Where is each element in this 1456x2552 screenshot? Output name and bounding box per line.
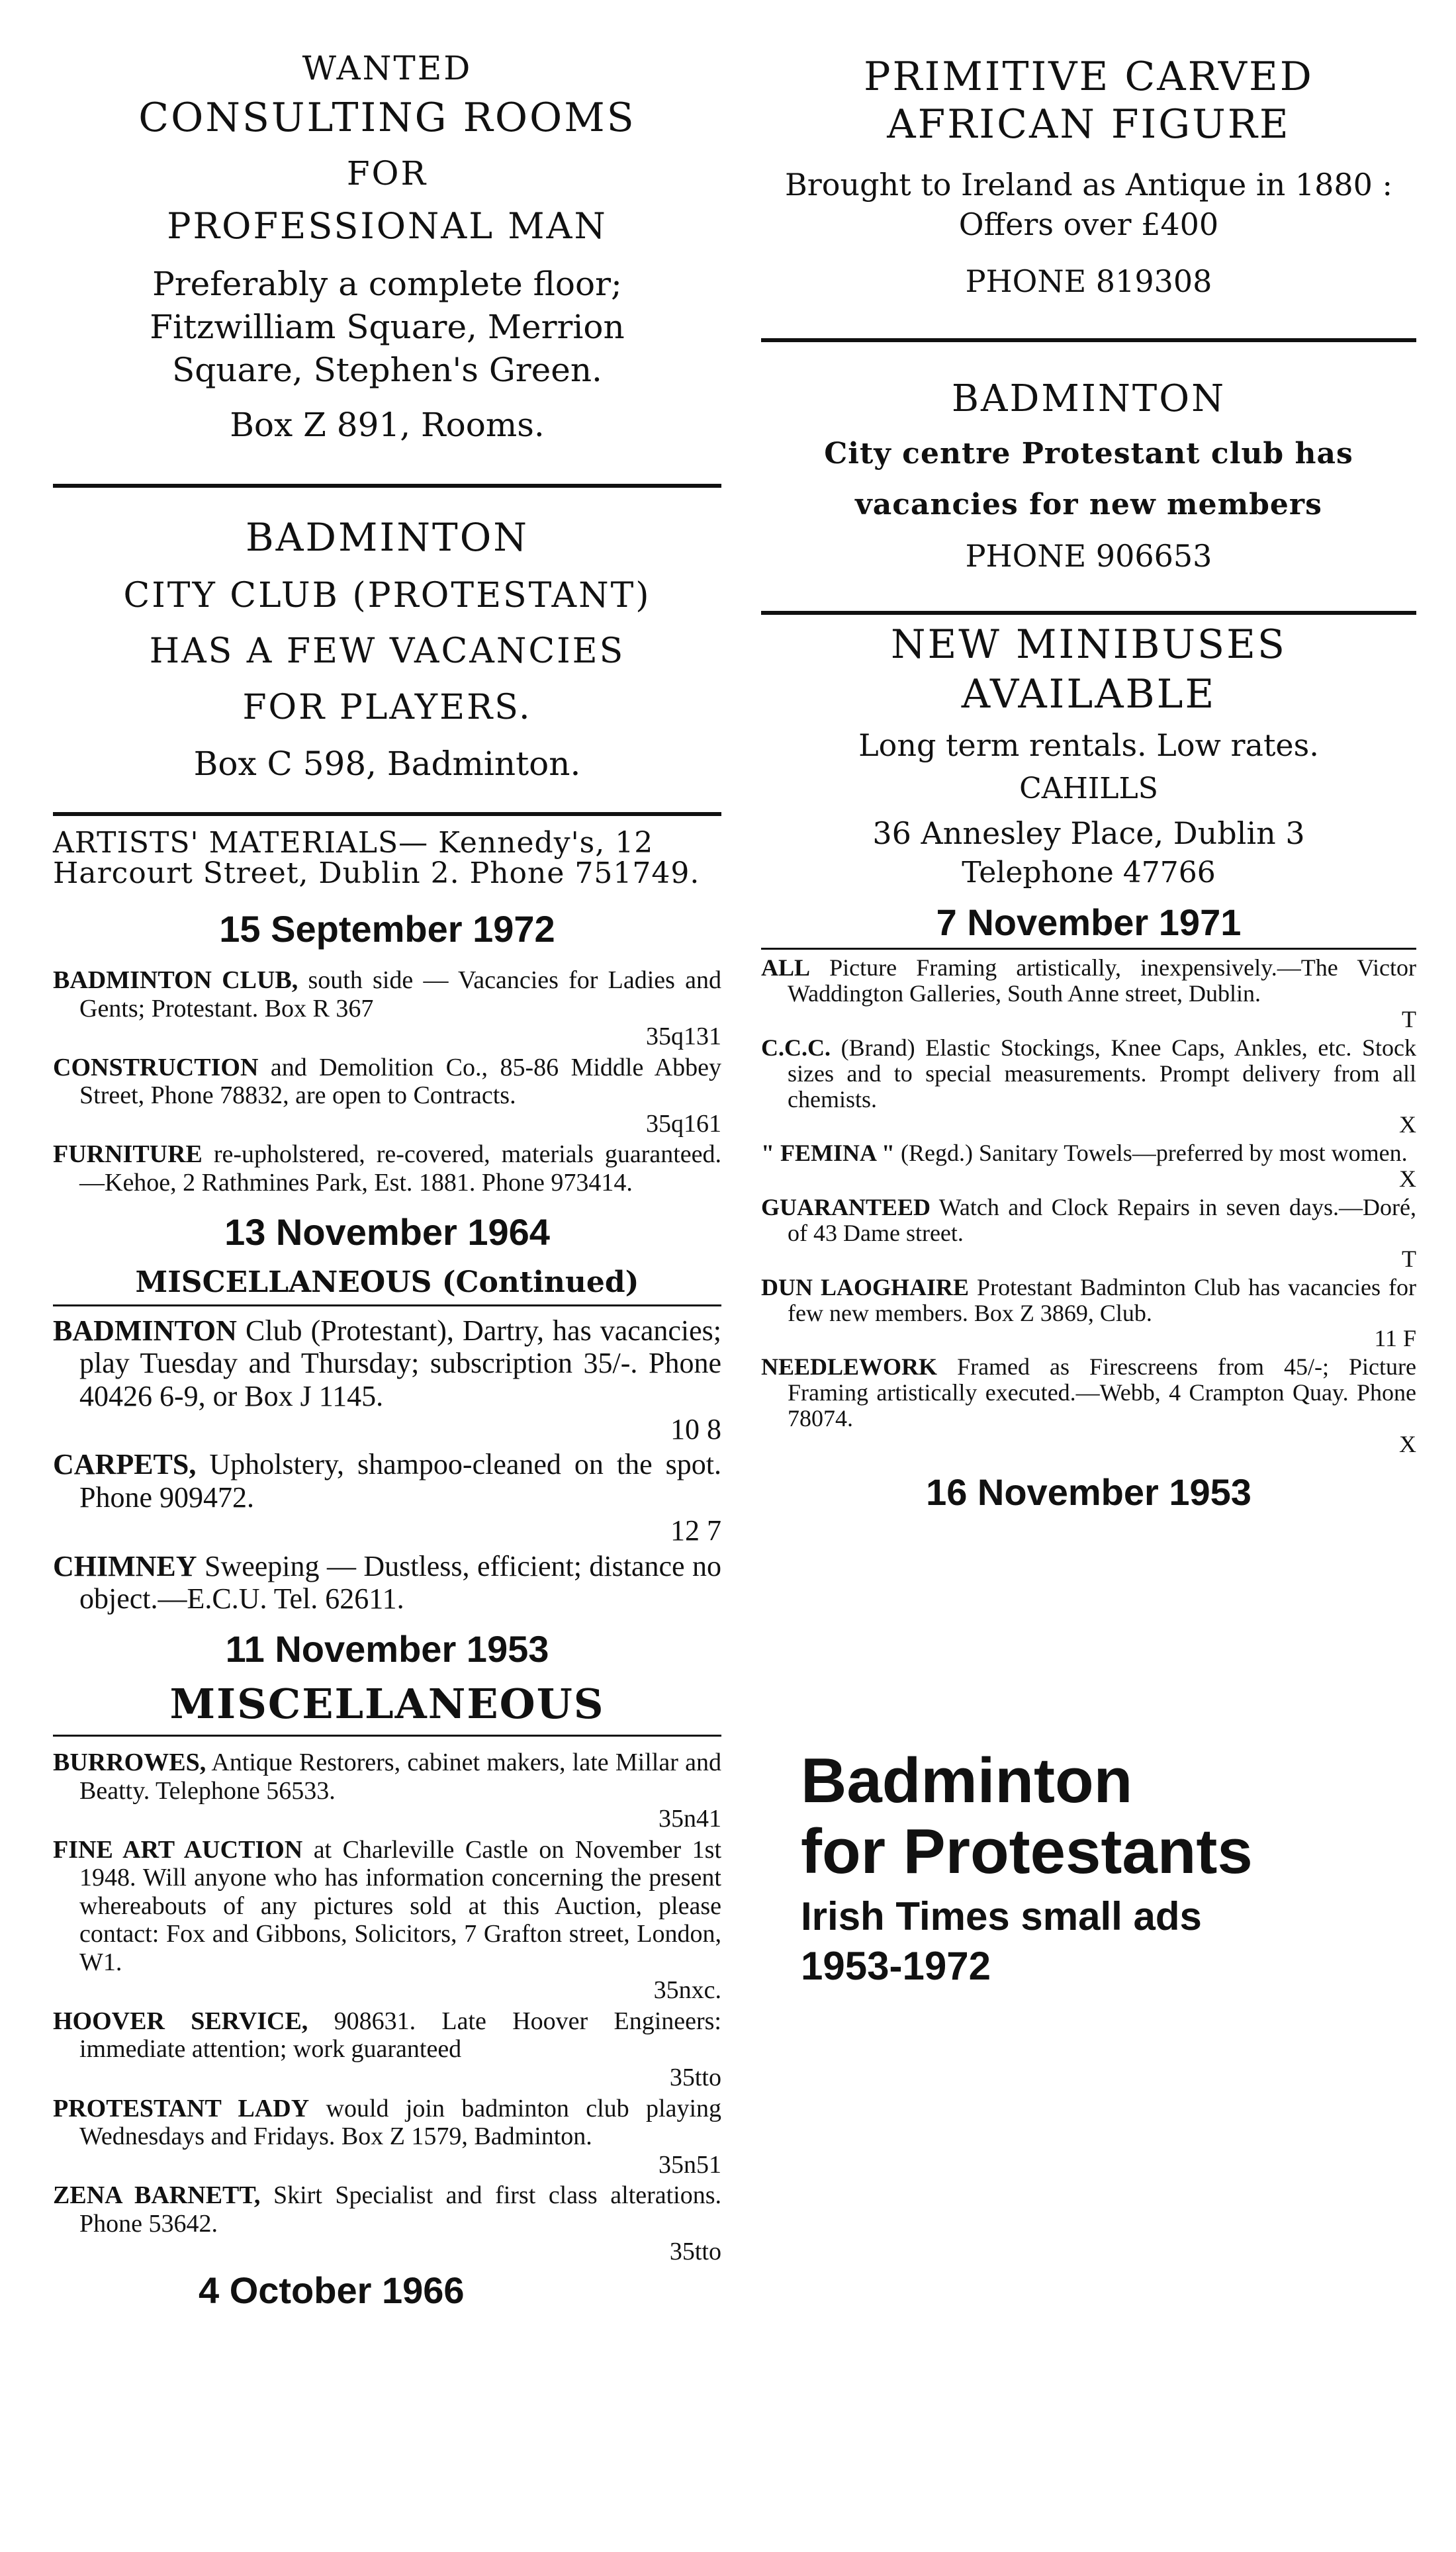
left-column [53, 46, 721, 2312]
ad-hoover-service: HOOVER SERVICE, 908631. Late Hoover Engineers: immediate attention; work guaranteed 35tto [53, 2007, 721, 2091]
ad-femina: " FEMINA " (Regd.) Sanitary Towels—preferred by most women. X [761, 1140, 1416, 1193]
date-1953a: 11 November 1953 [225, 1627, 549, 1670]
ad-centre-body1: City centre Protestant club has [824, 436, 1353, 471]
misc-heading: MISCELLANEOUS [169, 1679, 605, 1728]
ad-african-figure [761, 53, 1416, 301]
ad-fine-art-auction: FINE ART AUCTION at Charleville Castle on November 1st 1948. Will anyone who has information concerning the present whereabouts of any pictures sold at this Auction, please contact: Fox and Gibbons, Solicitors, 7 Grafton street, London, W1. 35nxc. [53, 1835, 722, 2005]
divider [53, 812, 721, 816]
caption-sub-line2: 1953-1972 [801, 1943, 991, 1988]
ad-minibus-body2: CAHILLS [1019, 771, 1158, 805]
ad-badminton-club-south: BADMINTON CLUB, south side — Vacancies for Ladies and Gents; Protestant. Box R 367 35q131 [53, 966, 722, 1051]
date-1953b: 16 November 1953 [926, 1471, 1251, 1513]
ad-zena-barnett: ZENA BARNETT, Skirt Specialist and first class alterations. Phone 53642. 35tto [53, 2181, 721, 2266]
ads-1953 [761, 955, 1416, 1457]
ad-african-body: Brought to Ireland as Antique in 1880 : Offers over £400 [784, 167, 1393, 242]
ad-centre-line1: BADMINTON [951, 377, 1226, 421]
ad-city-line1: BADMINTON [245, 514, 529, 560]
date-1972: 15 September 1972 [219, 908, 555, 950]
ad-badminton-dartry: BADMINTON Club (Protestant), Dartry, has vacancies; play Tuesday and Thursday; subscription 35/-. Phone 40426 6-9, or Box J 1145. 10 8 [53, 1314, 721, 1445]
divider [53, 1304, 721, 1306]
ad-city-box: Box C 598, Badminton. [193, 744, 581, 783]
ads-1964 [53, 1314, 721, 1616]
ad-city-line2: CITY CLUB (PROTESTANT) [123, 576, 651, 616]
divider [761, 338, 1416, 342]
ad-new-minibuses [761, 620, 1416, 891]
ad-minibus-body1: Long term rentals. Low rates. [858, 727, 1319, 764]
divider [53, 1735, 721, 1737]
ad-ccc-brand: C.C.C. (Brand) Elastic Stockings, Knee Caps, Ankles, etc. Stock sizes and to special measurements. Prompt delivery from all chemists. X [761, 1034, 1416, 1138]
ad-wanted-line3: FOR [346, 154, 428, 193]
ad-african-line1: PRIMITIVE CARVED [864, 54, 1314, 100]
ad-badminton-city-centre [761, 374, 1416, 576]
date-1971: 7 November 1971 [936, 901, 1242, 944]
ad-minibus-line1: NEW MINIBUSES [890, 621, 1287, 668]
ad-wanted-line2: CONSULTING ROOMS [138, 94, 636, 141]
ad-african-line2: AFRICAN FIGURE [887, 101, 1291, 148]
ad-guaranteed: GUARANTEED Watch and Clock Repairs in seven days.—Doré, of 43 Dame street. T [761, 1194, 1416, 1272]
ad-artists-materials: ARTISTS' MATERIALS— Kennedy's, 12 Harcourt Street, Dublin 2. Phone 751749. [53, 825, 700, 890]
ad-african-phone: PHONE 819308 [965, 263, 1212, 299]
ad-wanted-box: Box Z 891, Rooms. [230, 405, 545, 444]
ad-wanted-line1: WANTED [302, 49, 473, 87]
divider [761, 948, 1416, 950]
ad-protestant-lady: PROTESTANT LADY would join badminton club playing Wednesdays and Fridays. Box Z 1579, Badminton. 35n51 [53, 2094, 721, 2179]
ad-city-line3: HAS A FEW VACANCIES [149, 631, 625, 672]
caption-title-line1: Badminton [801, 1745, 1133, 1816]
ad-centre-body2: vacancies for new members [855, 488, 1322, 522]
ads-1966 [53, 1749, 721, 2266]
ad-construction: CONSTRUCTION and Demolition Co., 85-86 Middle Abbey Street, Phone 78832, are open to Contracts. 35q161 [53, 1053, 721, 1138]
ad-all-picture-framing: ALL Picture Framing artistically, inexpensively.—The Victor Waddington Galleries, South Anne street, Dublin. T [761, 954, 1416, 1032]
ad-wanted-line4: PROFESSIONAL MAN [167, 205, 608, 247]
date-1964: 13 November 1964 [224, 1210, 550, 1253]
ad-city-line4: FOR PLAYERS. [242, 687, 532, 727]
ad-furniture: FURNITURE re-upholstered, re-covered, materials guaranteed.—Kehoe, 2 Rathmines Park, Est. 1881. Phone 973414. [53, 1140, 721, 1197]
ads-1972 [53, 966, 721, 1197]
ad-minibus-body3: 36 Annesley Place, Dublin 3 [872, 815, 1305, 852]
ad-dun-laoghaire: DUN LAOGHAIRE Protestant Badminton Club has vacancies for few new members. Box Z 3869, Club. 11 F [761, 1273, 1416, 1352]
ad-carpets: CARPETS, Upholstery, shampoo-cleaned on the spot. Phone 909472. 12 7 [53, 1448, 721, 1547]
caption [761, 1745, 1416, 1991]
misc-continued-heading: MISCELLANEOUS (Continued) [135, 1265, 639, 1299]
ad-wanted-body: Preferably a complete floor; Fitzwilliam Square, Merrion Square, Stephen's Green. [150, 264, 625, 389]
ad-minibus-line2: AVAILABLE [961, 671, 1216, 718]
ad-needlework: NEEDLEWORK Framed as Firescreens from 45/-; Picture Framing artistically executed.—Webb, 4 Crampton Quay. Phone 78074. X [761, 1353, 1416, 1457]
divider [761, 611, 1416, 615]
caption-title-line2: for Protestants [801, 1816, 1253, 1888]
caption-sub-line1: Irish Times small ads [801, 1893, 1202, 1938]
ad-wanted-consulting-rooms [53, 46, 721, 447]
ad-centre-phone: PHONE 906653 [965, 538, 1212, 574]
ad-badminton-city-club [53, 512, 721, 786]
ad-burrowes: BURROWES, Antique Restorers, cabinet makers, late Millar and Beatty. Telephone 56533. 35n41 [53, 1748, 721, 1833]
ad-minibus-body4: Telephone 47766 [962, 855, 1216, 889]
ad-chimney: CHIMNEY Sweeping — Dustless, efficient; distance no object.—E.C.U. Tel. 62611. [53, 1549, 721, 1616]
date-1966: 4 October 1966 [199, 2269, 465, 2311]
right-column [761, 53, 1416, 1991]
divider [53, 484, 721, 488]
